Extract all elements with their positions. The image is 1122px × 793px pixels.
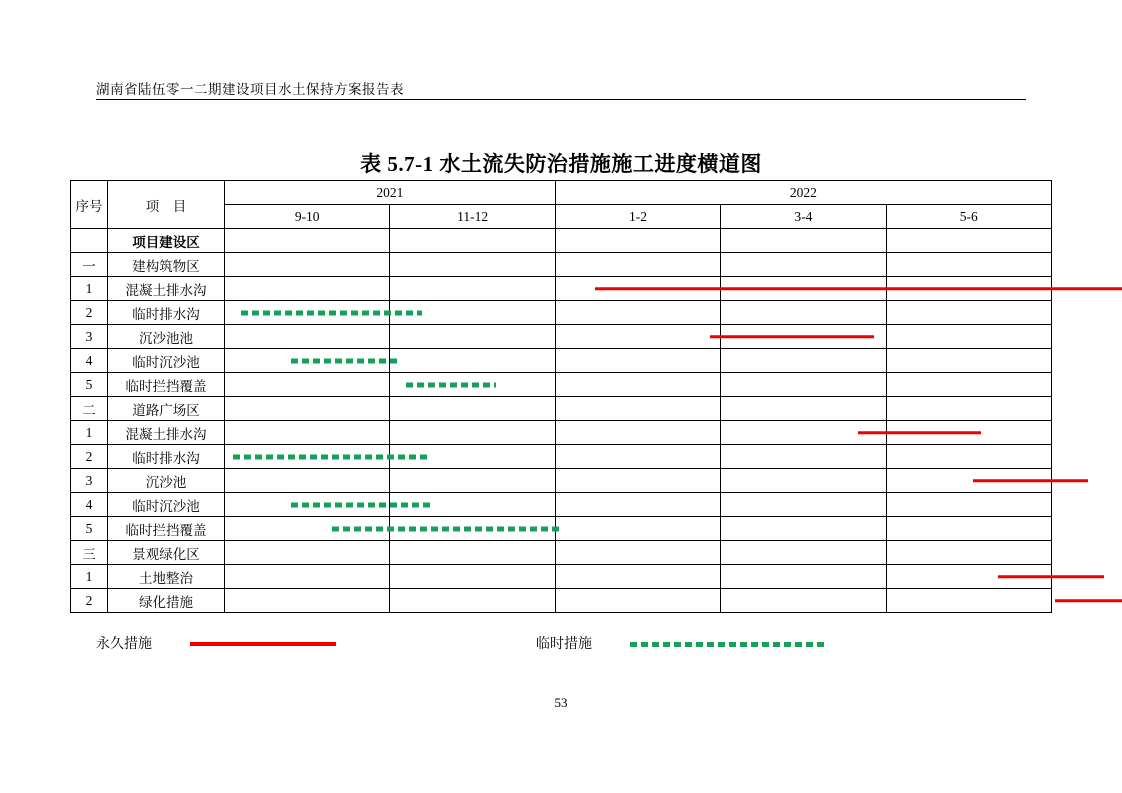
- gantt-cell: [225, 445, 390, 469]
- row-number: 1: [71, 277, 108, 301]
- gantt-cell: [721, 253, 886, 277]
- gantt-cell: [390, 517, 555, 541]
- gantt-cell: [390, 325, 555, 349]
- gantt-cell: [555, 349, 720, 373]
- column-header-period-1-2: 1-2: [555, 205, 720, 229]
- row-item-label: 沉沙池: [108, 469, 225, 493]
- row-item-label: 沉沙池池: [108, 325, 225, 349]
- gantt-cell: [390, 589, 555, 613]
- row-number: 2: [71, 445, 108, 469]
- table-row: [71, 589, 1052, 613]
- gantt-cell: [721, 589, 886, 613]
- gantt-cell: [721, 277, 886, 301]
- gantt-cell: [555, 397, 720, 421]
- gantt-cell: [390, 469, 555, 493]
- row-number: 1: [71, 421, 108, 445]
- gantt-cell: [555, 589, 720, 613]
- table-row: [71, 229, 1052, 253]
- row-number: 5: [71, 373, 108, 397]
- gantt-cell: [721, 397, 886, 421]
- header-divider: [96, 99, 1026, 100]
- gantt-cell: [886, 517, 1051, 541]
- row-item-label: 道路广场区: [108, 397, 225, 421]
- row-number: 2: [71, 301, 108, 325]
- gantt-cell: [390, 493, 555, 517]
- table-row: [71, 301, 1052, 325]
- row-item-label: 景观绿化区: [108, 541, 225, 565]
- gantt-cell: [886, 421, 1051, 445]
- running-head: 湖南省陆伍零一二期建设项目水土保持方案报告表: [96, 82, 404, 97]
- gantt-cell: [390, 349, 555, 373]
- row-number: 一: [71, 253, 108, 277]
- gantt-cell: [555, 229, 720, 253]
- table-row: [71, 397, 1052, 421]
- row-item-label: 混凝土排水沟: [108, 277, 225, 301]
- legend-temporary-label: 临时措施: [536, 637, 592, 652]
- gantt-cell: [225, 301, 390, 325]
- table-row: [71, 493, 1052, 517]
- table-header-row-years: [71, 181, 1052, 205]
- gantt-cell: [555, 373, 720, 397]
- row-item-label: 临时拦挡覆盖: [108, 373, 225, 397]
- gantt-cell: [721, 541, 886, 565]
- gantt-cell: [225, 517, 390, 541]
- column-header-year-2021: 2021: [225, 181, 556, 205]
- row-number: 5: [71, 517, 108, 541]
- gantt-cell: [225, 277, 390, 301]
- gantt-bar-temporary: [291, 358, 398, 363]
- gantt-cell: [390, 373, 555, 397]
- column-header-no: 序号: [71, 181, 108, 229]
- gantt-cell: [225, 589, 390, 613]
- gantt-cell: [225, 397, 390, 421]
- gantt-cell: [721, 493, 886, 517]
- gantt-cell: [225, 325, 390, 349]
- row-item-label: 建构筑物区: [108, 253, 225, 277]
- gantt-cell: [555, 469, 720, 493]
- gantt-cell: [390, 229, 555, 253]
- gantt-cell: [886, 229, 1051, 253]
- row-number: 3: [71, 469, 108, 493]
- legend-temporary-bar: [630, 642, 828, 647]
- gantt-cell: [721, 373, 886, 397]
- page-title: 表 5.7-1 水土流失防治措施施工进度横道图: [360, 152, 762, 176]
- column-header-period-3-4: 3-4: [721, 205, 886, 229]
- row-item-label: 绿化措施: [108, 589, 225, 613]
- column-header-period-9-10: 9-10: [225, 205, 390, 229]
- legend-permanent-bar: [190, 642, 336, 646]
- gantt-cell: [390, 541, 555, 565]
- gantt-cell: [721, 325, 886, 349]
- row-item-label: 临时排水沟: [108, 445, 225, 469]
- gantt-cell: [886, 277, 1051, 301]
- gantt-cell: [886, 541, 1051, 565]
- table-row: [71, 349, 1052, 373]
- gantt-cell: [886, 469, 1051, 493]
- gantt-cell: [886, 349, 1051, 373]
- gantt-cell: [555, 253, 720, 277]
- gantt-cell: [555, 301, 720, 325]
- gantt-cell: [886, 253, 1051, 277]
- gantt-cell: [721, 445, 886, 469]
- gantt-cell: [225, 253, 390, 277]
- table-row: [71, 517, 1052, 541]
- gantt-cell: [886, 301, 1051, 325]
- gantt-bar-permanent: [1055, 599, 1122, 603]
- row-item-label: 临时沉沙池: [108, 493, 225, 517]
- gantt-cell: [390, 253, 555, 277]
- row-item-label: 土地整治: [108, 565, 225, 589]
- gantt-cell: [721, 349, 886, 373]
- row-number: 3: [71, 325, 108, 349]
- row-item-label: 项目建设区: [108, 229, 225, 253]
- table-row: [71, 325, 1052, 349]
- row-item-label: 临时拦挡覆盖: [108, 517, 225, 541]
- gantt-cell: [555, 493, 720, 517]
- gantt-cell: [225, 373, 390, 397]
- gantt-table-body: [71, 229, 1052, 613]
- gantt-cell: [886, 373, 1051, 397]
- table-row: [71, 253, 1052, 277]
- gantt-cell: [390, 301, 555, 325]
- gantt-cell: [886, 397, 1051, 421]
- gantt-cell: [555, 277, 720, 301]
- column-header-period-11-12: 11-12: [390, 205, 555, 229]
- row-number: 4: [71, 493, 108, 517]
- row-item-label: 临时沉沙池: [108, 349, 225, 373]
- gantt-cell: [721, 301, 886, 325]
- gantt-cell: [390, 421, 555, 445]
- gantt-cell: [721, 517, 886, 541]
- gantt-cell: [886, 565, 1051, 589]
- gantt-cell: [721, 229, 886, 253]
- column-header-year-2022: 2022: [555, 181, 1051, 205]
- table-row: [71, 277, 1052, 301]
- table-row: [71, 421, 1052, 445]
- gantt-cell: [886, 325, 1051, 349]
- gantt-cell: [721, 565, 886, 589]
- gantt-cell: [886, 589, 1051, 613]
- table-row: [71, 469, 1052, 493]
- legend: [0, 630, 1122, 660]
- row-number: 4: [71, 349, 108, 373]
- column-header-period-5-6: 5-6: [886, 205, 1051, 229]
- gantt-table: [70, 180, 1052, 613]
- gantt-cell: [225, 493, 390, 517]
- gantt-cell: [225, 565, 390, 589]
- gantt-cell: [555, 445, 720, 469]
- gantt-cell: [555, 565, 720, 589]
- gantt-cell: [390, 445, 555, 469]
- row-item-label: 临时排水沟: [108, 301, 225, 325]
- gantt-cell: [886, 445, 1051, 469]
- gantt-cell: [555, 325, 720, 349]
- row-number: 三: [71, 541, 108, 565]
- legend-permanent-label: 永久措施: [96, 637, 152, 652]
- row-number: 1: [71, 565, 108, 589]
- gantt-cell: [390, 277, 555, 301]
- gantt-cell: [225, 229, 390, 253]
- row-number: [71, 229, 108, 253]
- gantt-cell: [225, 421, 390, 445]
- gantt-cell: [390, 565, 555, 589]
- gantt-cell: [225, 349, 390, 373]
- table-row: [71, 565, 1052, 589]
- gantt-cell: [555, 421, 720, 445]
- gantt-cell: [721, 421, 886, 445]
- gantt-cell: [390, 397, 555, 421]
- table-row: [71, 541, 1052, 565]
- row-number: 二: [71, 397, 108, 421]
- row-number: 2: [71, 589, 108, 613]
- gantt-cell: [555, 517, 720, 541]
- gantt-cell: [225, 469, 390, 493]
- table-row: [71, 445, 1052, 469]
- table-row: [71, 373, 1052, 397]
- row-item-label: 混凝土排水沟: [108, 421, 225, 445]
- page-number: 53: [554, 695, 568, 710]
- gantt-cell: [721, 469, 886, 493]
- gantt-cell: [225, 541, 390, 565]
- gantt-cell: [886, 493, 1051, 517]
- gantt-cell: [555, 541, 720, 565]
- column-header-item: 项 目: [108, 181, 225, 229]
